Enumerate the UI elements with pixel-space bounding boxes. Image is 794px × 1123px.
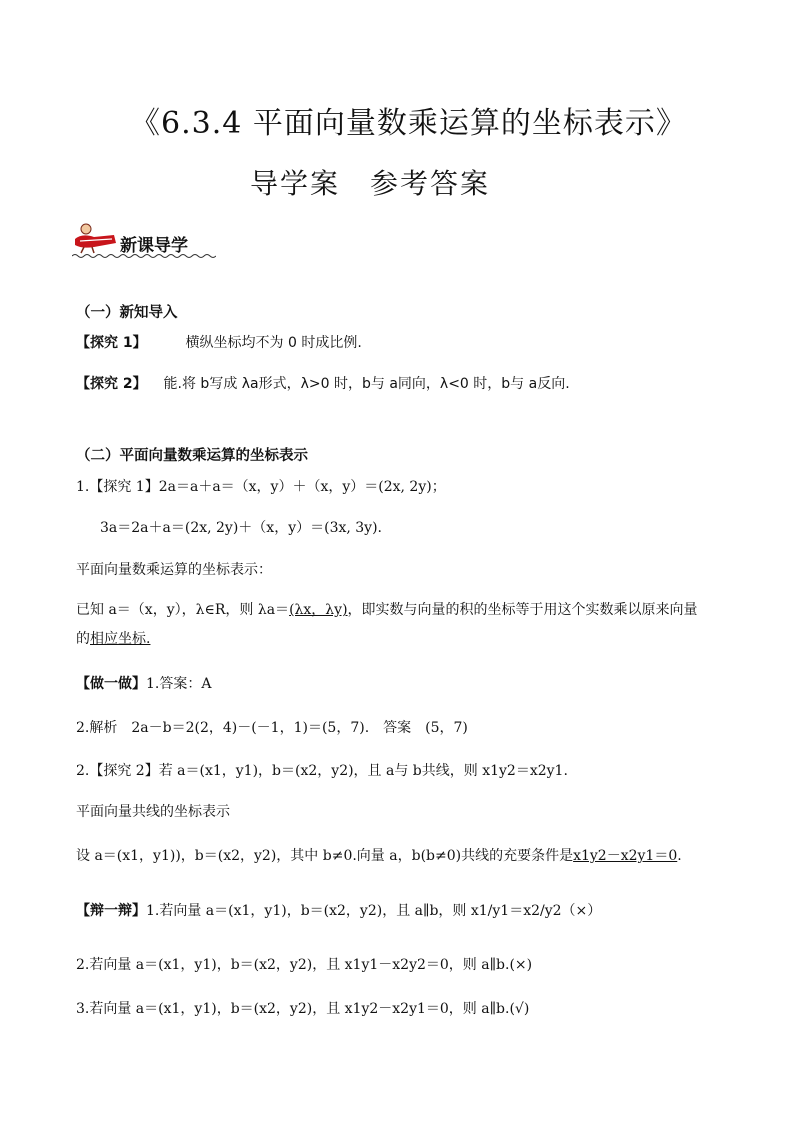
explore1-tag: 【探究 1】 xyxy=(76,335,147,351)
judge3-line: 3.若向量 a＝(x1，y1)，b＝(x2，y2)，且 x1y2－x2y1＝0，则 a∥b.(√) xyxy=(76,1001,530,1017)
section-label: 新课导学 xyxy=(120,236,188,256)
p2-line10-pre: 设 a＝(x1，y1))，b＝(x2，y2)，其中 b≠0.向量 a，b(b≠0)共线的充要条件是 xyxy=(76,848,574,864)
p2-line5-pre: 的 xyxy=(76,631,90,647)
p2-line5 xyxy=(76,628,150,648)
part1-heading: （一）新知导入 xyxy=(76,305,178,321)
judge2-line: 2.若向量 a＝(x1，y1)，b＝(x2，y2)，且 x1y1－x2y2＝0，则 a∥b.(×) xyxy=(76,957,533,973)
try-tag: 【做一做】 xyxy=(76,676,146,692)
p2-line10-post: . xyxy=(677,848,682,864)
p2-line2: 3a＝2a＋a＝(2x, 2y)＋（x，y）＝(3x, 3y). xyxy=(100,520,382,536)
p2-line10 xyxy=(76,845,682,865)
p2-line5-answer: 相应坐标. xyxy=(90,631,151,647)
subtitle-right: 参考答案 xyxy=(370,167,491,200)
p2-line9: 平面向量共线的坐标表示 xyxy=(76,804,230,820)
document-subtitle xyxy=(250,162,490,202)
explore2-line xyxy=(76,373,570,393)
wavy-underline xyxy=(72,253,216,259)
judge1-text: 1.若向量 a＝(x1，y1)，b＝(x2，y2)，且 a∥b，则 x1/y1＝x2/y2（×） xyxy=(146,903,602,919)
p2-line8: 2.【探究 2】若 a＝(x1，y1)，b＝(x2，y2)，且 a与 b共线，则 x1y2＝x2y1. xyxy=(76,763,568,779)
p2-line3: 平面向量数乘运算的坐标表示： xyxy=(76,562,272,578)
part2-heading: （二）平面向量数乘运算的坐标表示 xyxy=(76,448,308,464)
try-text: 1.答案：A xyxy=(146,676,212,692)
document-title: 《6.3.4 平面向量数乘运算的坐标表示》 xyxy=(130,106,687,141)
p2-line1: 1.【探究 1】2a＝a＋a＝（x，y）＋（x，y）＝(2x, 2y)； xyxy=(76,479,446,495)
subtitle-left: 导学案 xyxy=(250,167,341,200)
try-line xyxy=(76,673,211,693)
p2-line4-post: ，即实数与向量的积的坐标等于用这个实数乘以原来向量 xyxy=(347,602,698,618)
judge1-line xyxy=(76,900,601,920)
explore2-tag: 【探究 2】 xyxy=(76,376,147,392)
explore1-line xyxy=(76,332,362,352)
explore2-text: 能.将 b写成 λa形式，λ>0 时，b与 a同向，λ<0 时，b与 a反向. xyxy=(163,376,570,392)
p2-line7: 2.解析 2a－b＝2(2，4)－(－1，1)＝(5，7). 答案 (5，7) xyxy=(76,720,468,736)
p2-line4-pre: 已知 a＝（x，y），λ∈R，则 λa＝ xyxy=(76,602,290,618)
cartoon-logo-icon xyxy=(72,221,118,255)
p2-line4-answer: (λx，λy) xyxy=(289,602,348,618)
explore1-text: 横纵坐标均不为 0 时成比例. xyxy=(185,335,362,351)
p2-line10-answer: x1y2－x2y1＝0 xyxy=(573,848,678,864)
judge-tag: 【辩一辩】 xyxy=(76,903,146,919)
p2-line4 xyxy=(76,599,698,619)
